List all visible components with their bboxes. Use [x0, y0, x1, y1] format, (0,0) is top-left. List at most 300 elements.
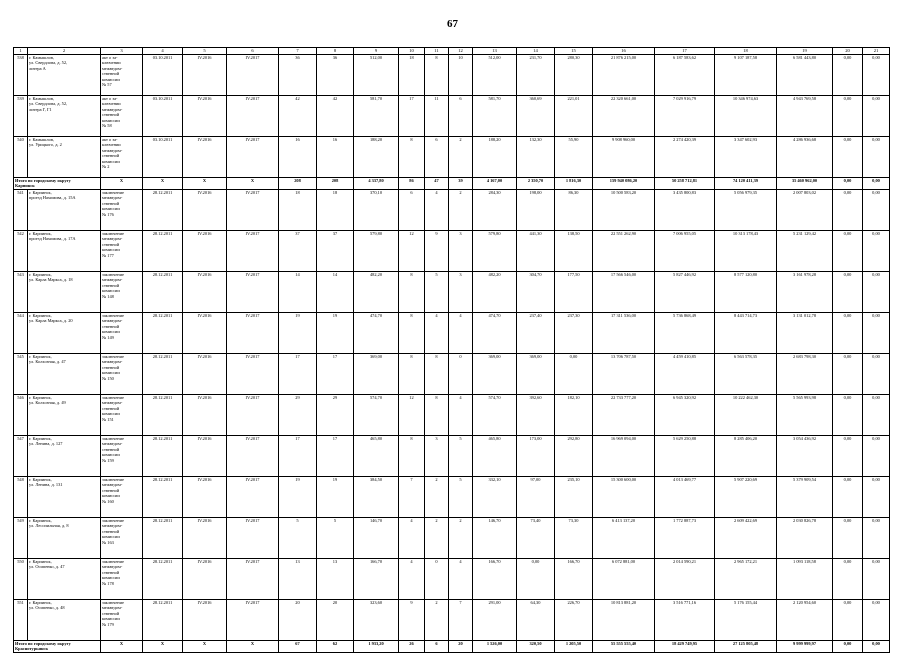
document-line: комиссии	[102, 247, 120, 253]
value-cell: 4	[425, 190, 449, 231]
value-cell: 28.12.2011	[143, 272, 183, 313]
address-cell	[28, 137, 101, 178]
value-cell: 2 965 172,21	[715, 559, 777, 600]
value-cell: 237,30	[555, 313, 593, 354]
total-value-cell: 0,00	[833, 641, 863, 653]
document-line: ственной	[102, 364, 120, 370]
value-cell: 0,00	[833, 231, 863, 272]
total-value-cell: 4 167,00	[473, 178, 517, 190]
document-line: межведом-	[102, 277, 123, 283]
document-line: № 177	[102, 252, 114, 258]
column-number-cell: 10	[399, 48, 425, 55]
value-cell: 13	[317, 559, 354, 600]
value-cell: 17 311 536,00	[593, 313, 655, 354]
column-number-cell: 3	[101, 48, 143, 55]
value-cell: 574,70	[473, 395, 517, 436]
value-cell: 304,70	[517, 272, 555, 313]
total-label-line: Итого по городскому округу	[15, 178, 71, 183]
value-cell: 4	[449, 313, 473, 354]
value-cell: 22 733 777,20	[593, 395, 655, 436]
value-cell: 2	[449, 137, 473, 178]
value-cell: IV.2017	[227, 137, 279, 178]
column-number-cell: 16	[593, 48, 655, 55]
value-cell: 8 577 120,80	[715, 272, 777, 313]
total-value-cell: 1 816,30	[555, 178, 593, 190]
document-line: ственной	[102, 405, 120, 411]
value-cell: 5 176 155,44	[715, 600, 777, 641]
value-cell: 5 736 868,49	[655, 313, 715, 354]
address-line: ул. Свердлова, д. 52,	[29, 60, 68, 66]
value-cell: 10 222 462,30	[715, 395, 777, 436]
value-cell: 0,00	[555, 354, 593, 395]
value-cell: 0,00	[863, 313, 890, 354]
address-line: г. Камышлов,	[29, 96, 54, 101]
address-line: проезд Нахимова, д. 15А	[29, 195, 76, 201]
value-cell: 15 300 600,00	[593, 477, 655, 518]
value-cell: 17	[399, 96, 425, 137]
total-value-cell: X	[227, 178, 279, 190]
document-cell	[101, 137, 143, 178]
document-cell	[101, 272, 143, 313]
column-number-cell: 14	[517, 48, 555, 55]
value-cell: 6	[425, 137, 449, 178]
value-cell: 369,00	[473, 354, 517, 395]
total-label-cell	[14, 178, 101, 190]
total-value-cell: X	[143, 178, 183, 190]
table-row	[14, 436, 890, 477]
column-number-cell: 2	[28, 48, 101, 55]
value-cell: 28.12.2011	[143, 313, 183, 354]
value-cell: 0,00	[833, 477, 863, 518]
address-cell	[28, 395, 101, 436]
table-row	[14, 190, 890, 231]
column-number-cell: 19	[777, 48, 833, 55]
total-label-cell	[14, 641, 101, 653]
table-row	[14, 354, 890, 395]
value-cell: 6	[399, 190, 425, 231]
value-cell: IV.2017	[227, 272, 279, 313]
document-line: межведом-	[102, 564, 123, 570]
document-line: межведом-	[102, 195, 123, 201]
document-line: заключение	[102, 600, 124, 605]
value-cell: 3 516 771,16	[655, 600, 715, 641]
value-cell: 0,00	[833, 436, 863, 477]
value-cell: 7	[399, 477, 425, 518]
value-cell: 581,70	[354, 96, 399, 137]
value-cell: 1 093 118,58	[777, 559, 833, 600]
value-cell: 28.12.2011	[143, 354, 183, 395]
value-cell: 465,80	[354, 436, 399, 477]
document-line: межведом-	[102, 605, 123, 611]
value-cell: IV.2016	[183, 477, 227, 518]
document-line: комиссии	[102, 452, 120, 458]
value-cell: 579,80	[354, 231, 399, 272]
value-cell: 237,40	[517, 313, 555, 354]
value-cell: 369,00	[354, 354, 399, 395]
document-line: № 159	[102, 457, 114, 463]
value-cell: 0,00	[863, 137, 890, 178]
total-value-cell: 47	[425, 178, 449, 190]
value-cell: 3 161 978,28	[777, 272, 833, 313]
value-cell: 37	[279, 231, 317, 272]
value-cell: 292,80	[555, 436, 593, 477]
value-cell: 146,70	[473, 518, 517, 559]
document-line: ственной	[102, 528, 120, 534]
value-cell: 0,00	[833, 395, 863, 436]
value-cell: 17	[317, 354, 354, 395]
value-cell: 7	[449, 600, 473, 641]
value-cell: 198,00	[517, 190, 555, 231]
document-line: № 179	[102, 621, 114, 627]
value-cell: 482,20	[473, 272, 517, 313]
document-line: межведом-	[102, 482, 123, 488]
address-cell	[28, 477, 101, 518]
value-cell: 2	[449, 518, 473, 559]
document-cell	[101, 231, 143, 272]
value-cell: 3 435 800,83	[655, 190, 715, 231]
value-cell: 8	[425, 395, 449, 436]
value-cell: 37	[317, 231, 354, 272]
total-value-cell: X	[183, 178, 227, 190]
row-number-cell: 540	[14, 137, 28, 178]
address-cell	[28, 272, 101, 313]
value-cell: 8	[425, 55, 449, 96]
value-cell: 73,40	[517, 518, 555, 559]
document-line: № 149	[102, 334, 114, 340]
table-row	[14, 477, 890, 518]
value-cell: 4 013 469,77	[655, 477, 715, 518]
total-value-cell: 74 120 411,39	[715, 178, 777, 190]
value-cell: 0,00	[833, 600, 863, 641]
value-cell: 0	[449, 354, 473, 395]
value-cell: 8 443 714,73	[715, 313, 777, 354]
value-cell: 42	[317, 96, 354, 137]
value-cell: 0,00	[833, 272, 863, 313]
value-cell: IV.2016	[183, 559, 227, 600]
value-cell: 5 629 250,88	[655, 436, 715, 477]
table-row	[14, 55, 890, 96]
document-line: ственной	[102, 71, 120, 77]
column-number-cell: 7	[279, 48, 317, 55]
address-cell	[28, 354, 101, 395]
document-line: ственной	[102, 153, 120, 159]
document-line: № 160	[102, 498, 114, 504]
document-line: комиссии	[102, 329, 120, 335]
value-cell: 17 566 546,00	[593, 272, 655, 313]
value-cell: 14	[279, 272, 317, 313]
row-number-cell: 542	[14, 231, 28, 272]
value-cell: 5	[317, 518, 354, 559]
document-line: комиссии	[102, 158, 120, 164]
value-cell: 18	[279, 190, 317, 231]
value-cell: 0,00	[863, 436, 890, 477]
value-cell: 73,30	[555, 518, 593, 559]
value-cell: IV.2016	[183, 600, 227, 641]
document-line: ственной	[102, 241, 120, 247]
value-cell: 7 029 916,79	[655, 96, 715, 137]
value-cell: 4	[425, 313, 449, 354]
value-cell: 574,70	[354, 395, 399, 436]
document-line: комиссии	[102, 117, 120, 123]
document-line: заключение	[102, 395, 124, 400]
document-cell	[101, 436, 143, 477]
document-line: № 151	[102, 416, 114, 422]
value-cell: 28.12.2011	[143, 395, 183, 436]
document-cell	[101, 354, 143, 395]
value-cell: 188,20	[354, 137, 399, 178]
document-line: ственной	[102, 446, 120, 452]
value-cell: IV.2017	[227, 96, 279, 137]
value-cell: IV.2016	[183, 137, 227, 178]
document-line: заключение	[102, 272, 124, 277]
value-cell: 474,70	[354, 313, 399, 354]
address-line: проезд Нахимова, д. 17А	[29, 236, 76, 242]
address-line: г. Карпинск,	[29, 477, 52, 482]
value-cell: IV.2017	[227, 55, 279, 96]
row-number-cell: 538	[14, 55, 28, 96]
value-cell: 392,60	[517, 395, 555, 436]
value-cell: 28.12.2011	[143, 477, 183, 518]
document-line: № 57	[102, 82, 112, 88]
total-value-cell: 208	[279, 178, 317, 190]
value-cell: 231,70	[517, 55, 555, 96]
document-line: ственной	[102, 323, 120, 329]
document-cell	[101, 559, 143, 600]
value-cell: 0,00	[863, 272, 890, 313]
document-line: акт о за-	[102, 96, 118, 101]
value-cell: 18	[317, 190, 354, 231]
total-value-cell: 4 337,80	[354, 178, 399, 190]
value-cell: 12	[399, 395, 425, 436]
value-cell: 0,00	[863, 518, 890, 559]
value-cell: 28.12.2011	[143, 436, 183, 477]
column-number-cell: 15	[555, 48, 593, 55]
address-line: г. Карпинск,	[29, 231, 52, 236]
total-label-line: Карпинск	[15, 183, 35, 189]
value-cell: 5 907 220,69	[715, 477, 777, 518]
total-value-cell: 27 125 805,48	[715, 641, 777, 653]
value-cell: IV.2017	[227, 477, 279, 518]
value-cell: 0,00	[863, 395, 890, 436]
document-line: межведом-	[102, 523, 123, 529]
value-cell: 8	[399, 313, 425, 354]
value-cell: 512,00	[473, 55, 517, 96]
total-value-cell: 1 526,00	[473, 641, 517, 653]
value-cell: 8	[399, 354, 425, 395]
value-cell: 221,01	[555, 96, 593, 137]
value-cell: 0,00	[833, 559, 863, 600]
address-cell	[28, 600, 101, 641]
value-cell: 3	[449, 231, 473, 272]
document-line: ственной	[102, 282, 120, 288]
total-value-cell: 0,00	[863, 641, 890, 653]
value-cell: IV.2016	[183, 231, 227, 272]
value-cell: 2	[425, 518, 449, 559]
value-cell: 332,10	[473, 477, 517, 518]
value-cell: 166,70	[354, 559, 399, 600]
value-cell: 13 706 787,50	[593, 354, 655, 395]
value-cell: IV.2016	[183, 436, 227, 477]
column-number-cell: 12	[449, 48, 473, 55]
value-cell: 16 969 094,00	[593, 436, 655, 477]
value-cell: 17	[279, 436, 317, 477]
value-cell: 2	[449, 190, 473, 231]
value-cell: 280,30	[555, 55, 593, 96]
value-cell: 182,10	[555, 395, 593, 436]
address-cell	[28, 518, 101, 559]
document-line: комиссии	[102, 288, 120, 294]
document-cell	[101, 477, 143, 518]
document-line: № 58	[102, 123, 112, 129]
document-line: № 163	[102, 539, 114, 545]
total-value-cell: 26	[399, 641, 425, 653]
value-cell: 17	[279, 354, 317, 395]
value-cell: 0,00	[517, 559, 555, 600]
address-line: г. Карпинск,	[29, 559, 52, 564]
total-value-cell: X	[227, 641, 279, 653]
value-cell: 0,00	[863, 55, 890, 96]
value-cell: 5	[449, 477, 473, 518]
value-cell: 12	[399, 231, 425, 272]
row-number-cell: 543	[14, 272, 28, 313]
value-cell: 10 346 974,63	[715, 96, 777, 137]
value-cell: 188,20	[473, 137, 517, 178]
document-line: заключение	[102, 231, 124, 236]
value-cell: 17	[317, 436, 354, 477]
value-cell: 20	[279, 600, 317, 641]
table-row	[14, 272, 890, 313]
value-cell: 97,00	[517, 477, 555, 518]
value-cell: 19	[279, 477, 317, 518]
value-cell: 6 581 443,80	[777, 55, 833, 96]
value-cell: 284,30	[473, 190, 517, 231]
value-cell: 5 565 993,98	[777, 395, 833, 436]
total-row	[14, 178, 890, 190]
document-cell	[101, 190, 143, 231]
document-line: ственной	[102, 487, 120, 493]
document-line: № 148	[102, 293, 114, 299]
value-cell: 13	[279, 559, 317, 600]
value-cell: IV.2017	[227, 354, 279, 395]
value-cell: 0	[425, 559, 449, 600]
value-cell: 29	[317, 395, 354, 436]
address-line: г. Карпинск,	[29, 395, 52, 400]
value-cell: 2 014 590,21	[655, 559, 715, 600]
document-line: № 178	[102, 580, 114, 586]
document-line: заключение	[102, 559, 124, 564]
value-cell: 0,00	[863, 190, 890, 231]
document-line: межведом-	[102, 106, 123, 112]
value-cell: 9	[425, 231, 449, 272]
value-cell: 5 379 909,54	[777, 477, 833, 518]
value-cell: 2 609 422,69	[715, 518, 777, 559]
value-cell: 4	[399, 518, 425, 559]
value-cell: 36	[279, 55, 317, 96]
table-row	[14, 313, 890, 354]
value-cell: 360,69	[517, 96, 555, 137]
value-cell: 0,00	[833, 55, 863, 96]
document-line: комиссии	[102, 575, 120, 581]
address-cell	[28, 313, 101, 354]
value-cell: 03.10.2011	[143, 55, 183, 96]
value-cell: 482,20	[354, 272, 399, 313]
value-cell: 465,80	[473, 436, 517, 477]
document-line: ственной	[102, 610, 120, 616]
document-line: комиссии	[102, 76, 120, 82]
total-row	[14, 641, 890, 653]
document-line: ственной	[102, 200, 120, 206]
document-line: ключении	[102, 142, 121, 148]
document-line: комиссии	[102, 370, 120, 376]
value-cell: 9 107 187,58	[715, 55, 777, 96]
value-cell: IV.2017	[227, 600, 279, 641]
value-cell: 10 313 178,43	[715, 231, 777, 272]
value-cell: 0,00	[833, 96, 863, 137]
value-cell: 8	[425, 354, 449, 395]
document-line: № 2	[102, 164, 110, 170]
total-value-cell: X	[143, 641, 183, 653]
table-row	[14, 518, 890, 559]
value-cell: 581,70	[473, 96, 517, 137]
document-line: акт о за-	[102, 55, 118, 60]
address-cell	[28, 436, 101, 477]
value-cell: 6	[449, 96, 473, 137]
value-cell: IV.2016	[183, 395, 227, 436]
value-cell: 0,00	[863, 477, 890, 518]
value-cell: 9 908 960,00	[593, 137, 655, 178]
table-row	[14, 137, 890, 178]
address-line: ул. Карла Маркса, д. 20	[29, 318, 73, 324]
total-value-cell: 0,00	[863, 178, 890, 190]
document-line: межведом-	[102, 441, 123, 447]
value-cell: 21 876 215,00	[593, 55, 655, 96]
value-cell: 03.10.2011	[143, 137, 183, 178]
total-value-cell: 39	[449, 178, 473, 190]
address-line: г. Карпинск,	[29, 600, 52, 605]
address-line: ул. Осипенко, д. 47	[29, 564, 65, 570]
value-cell: 8	[399, 272, 425, 313]
document-line: заключение	[102, 354, 124, 359]
row-number-cell: 545	[14, 354, 28, 395]
value-cell: 4 286 936,68	[777, 137, 833, 178]
value-cell: 19	[279, 313, 317, 354]
address-line: ул. Осипенко, д. 48	[29, 605, 65, 611]
document-line: межведом-	[102, 236, 123, 242]
value-cell: 226,70	[555, 600, 593, 641]
value-cell: 6 563 578,35	[715, 354, 777, 395]
column-number-cell: 1	[14, 48, 28, 55]
column-number-cell: 20	[833, 48, 863, 55]
address-line: ул. Ленина, д. 131	[29, 482, 63, 488]
document-line: комиссии	[102, 534, 120, 540]
document-line: заключение	[102, 436, 124, 441]
row-number-cell: 548	[14, 477, 28, 518]
column-number-cell: 6	[227, 48, 279, 55]
value-cell: IV.2016	[183, 190, 227, 231]
value-cell: 166,70	[555, 559, 593, 600]
value-cell: 2	[425, 477, 449, 518]
value-cell: 6 187 583,62	[655, 55, 715, 96]
value-cell: IV.2016	[183, 55, 227, 96]
value-cell: 166,70	[473, 559, 517, 600]
address-line: г. Карпинск,	[29, 190, 52, 195]
value-cell: 474,70	[473, 313, 517, 354]
address-line: г. Карпинск,	[29, 313, 52, 318]
document-line: комиссии	[102, 411, 120, 417]
value-cell: 28.12.2011	[143, 231, 183, 272]
value-cell: 5	[425, 272, 449, 313]
row-number-cell: 546	[14, 395, 28, 436]
